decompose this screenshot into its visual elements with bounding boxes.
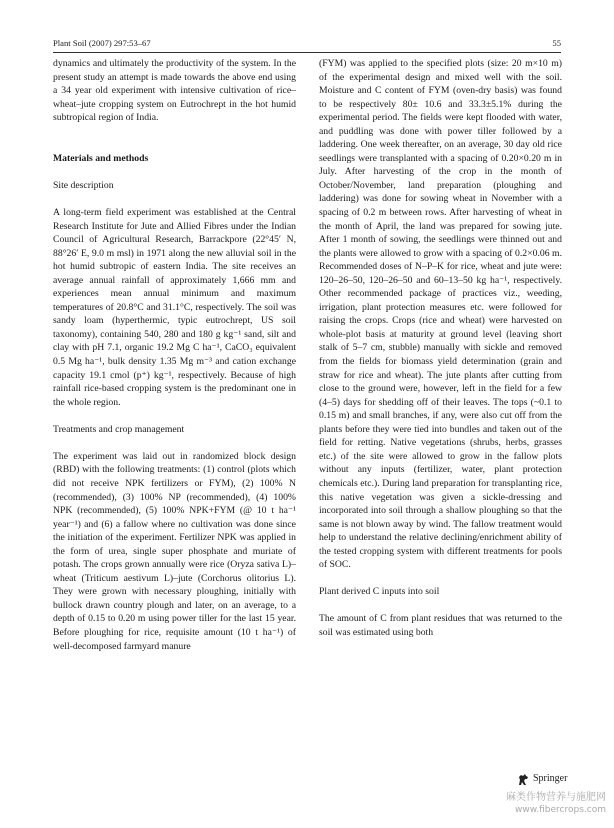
plant-c-paragraph: The amount of C from plant residues that was returned to the soil was estimated using both — [319, 613, 562, 638]
subheading-treatments: Treatments and crop management — [53, 423, 185, 435]
subheading-plant-c-inputs: Plant derived C inputs into soil — [319, 586, 440, 598]
header-rule — [53, 52, 561, 53]
page-number: 55 — [552, 38, 561, 48]
section-heading-materials-methods: Materials and methods — [53, 152, 149, 164]
treatments-paragraph: The experiment was laid out in randomized block design (RBD) with the following treatments: (1) control (plots which did not receive NPK fertilizers or FYM), (2) 100% N (recommended), (3) 100% NP (recommended), (4) 100% NPK (recommended), (5) 100% NPK+FYM (@ 10 t ha⁻¹ year⁻¹) and (6) a fallow where no cultivation was done since the initiation of the experiment. Fertilizer NPK was applied in the form of urea, single super phosphate and muriate of potash. The crops grown annually were rice (Oryza sativa L)–wheat (Triticum aestivum L)–jute (Corchorus olitorius L). They were grown with necessary ploughing, initially with bullock drawn country plough and later, on an average, to a depth of 0.15 to 0.20 m using power tiller for the last 15 year. Before ploughing for rice, requisite amount (10 t ha⁻¹) of well-decomposed farmyard manure — [53, 450, 296, 652]
publisher-name: Springer — [533, 773, 568, 784]
springer-horse-icon — [517, 773, 530, 786]
watermark — [506, 791, 606, 816]
journal-citation: Plant Soil (2007) 297:53–67 — [53, 38, 151, 48]
watermark-title: 麻类作物营养与施肥网 — [506, 792, 606, 803]
site-description-paragraph: A long-term field experiment was established at the Central Research Institute for Jute and Allied Fibres under the Indian Council of Agricultural Research, Barrackpore (22°45′ N, 88°26′ E, 9.0 m msl) in 1971 along the new alluvial soil in the hot humid subtropic of eastern India. The site receives an average annual rainfall of approximately 1,666 mm and experiences mean annual minimum and maximum temperatures of 20.8°C and 31.1°C, respectively. The soil was sandy loam (hyperthermic, typic eutrochrept, US soil taxonomy), containing 540, 280 and 180 g kg⁻¹ sand, silt and clay with pH 7.1, organic 19.2 Mg C ha⁻¹, CaCO₃ equivalent 0.5 Mg ha⁻¹, bulk density 1.35 Mg m⁻³ and cation exchange capacity 19.1 cmol (p⁺) kg⁻¹, respectively. Because of high rainfall rice-based cropping system is the predominant one in the whole region. — [53, 207, 296, 408]
publisher-mark — [517, 772, 567, 786]
right-column — [319, 57, 562, 640]
watermark-url: www.fibercrops.com — [515, 805, 606, 815]
running-header — [53, 37, 561, 49]
crop-management-paragraph: (FYM) was applied to the specified plots (size: 20 m×10 m) of the experimental design and mixed well with the soil. Moisture and C content of FYM (oven-dry basis) was found to be respectively 80± 10.6 and 33.3±5.1% during the experimental period. The fields were kept flooded with water, and puddling was done with power tiller followed by a laddering. One week thereafter, on an average, 30 day old rice seedlings were transplanted with a spacing of 0.20×0.20 m in July. After harvesting of the crop in the month of October/November, land preparation (ploughing and laddering) was done for sowing wheat in November with a spacing of 0.2 m between rows. After harvesting of wheat in the month of April, the land was prepared for sowing jute. After 1 month of sowing, the seedlings were thinned out and the plants were allowed to grow with a spacing of 0.2×0.06 m. Recommended doses of N–P–K for rice, wheat and jute were: 120–26–50, 120–26–50 and 60–13–50 kg ha⁻¹, respectively. Other recommended package of practices viz., weeding, irrigation, plant protection measures etc. were followed for raising the crops. Crops (rice and wheat) were harvested on whole-plot basis at maturity at ground level (leaving short stalk of 5–7 cm, stubble) manually with sickle and removed from the fields for biomass yield determination (grain and straw for rice and wheat). The jute plants after cutting from close to the ground were, however, left in the field for a few (4–5) days for shedding off of their leaves. The tops (~0.1 to 0.15 m) and small branches, if any, were also cut off from the plants before they were tied into bundles and taken out of the field for retting. Native vegetations (shrubs, herbs, grasses etc.) of the site were allowed to grow in the fallow plots without any inputs (fertilizer, water, plant protection chemicals etc.). During land preparation for transplanting rice, this native vegetation was given a sickle-dressing and incorporated into soil through a shallow ploughing so that the same is not blown away by wind. The fallow treatment would help to understand the relative declining/enrichment ability of the tested cropping system with different treatments for pools of SOC. — [319, 58, 562, 571]
intro-paragraph: dynamics and ultimately the productivity of the system. In the present study an attempt is made towards the above end using a 34 year old experiment with intensive cultivation of rice–wheat–jute cropping system on Eutrochrept in the hot humid subtropical region of India. — [53, 58, 296, 124]
subheading-site-description: Site description — [53, 179, 114, 191]
left-column — [53, 57, 296, 653]
